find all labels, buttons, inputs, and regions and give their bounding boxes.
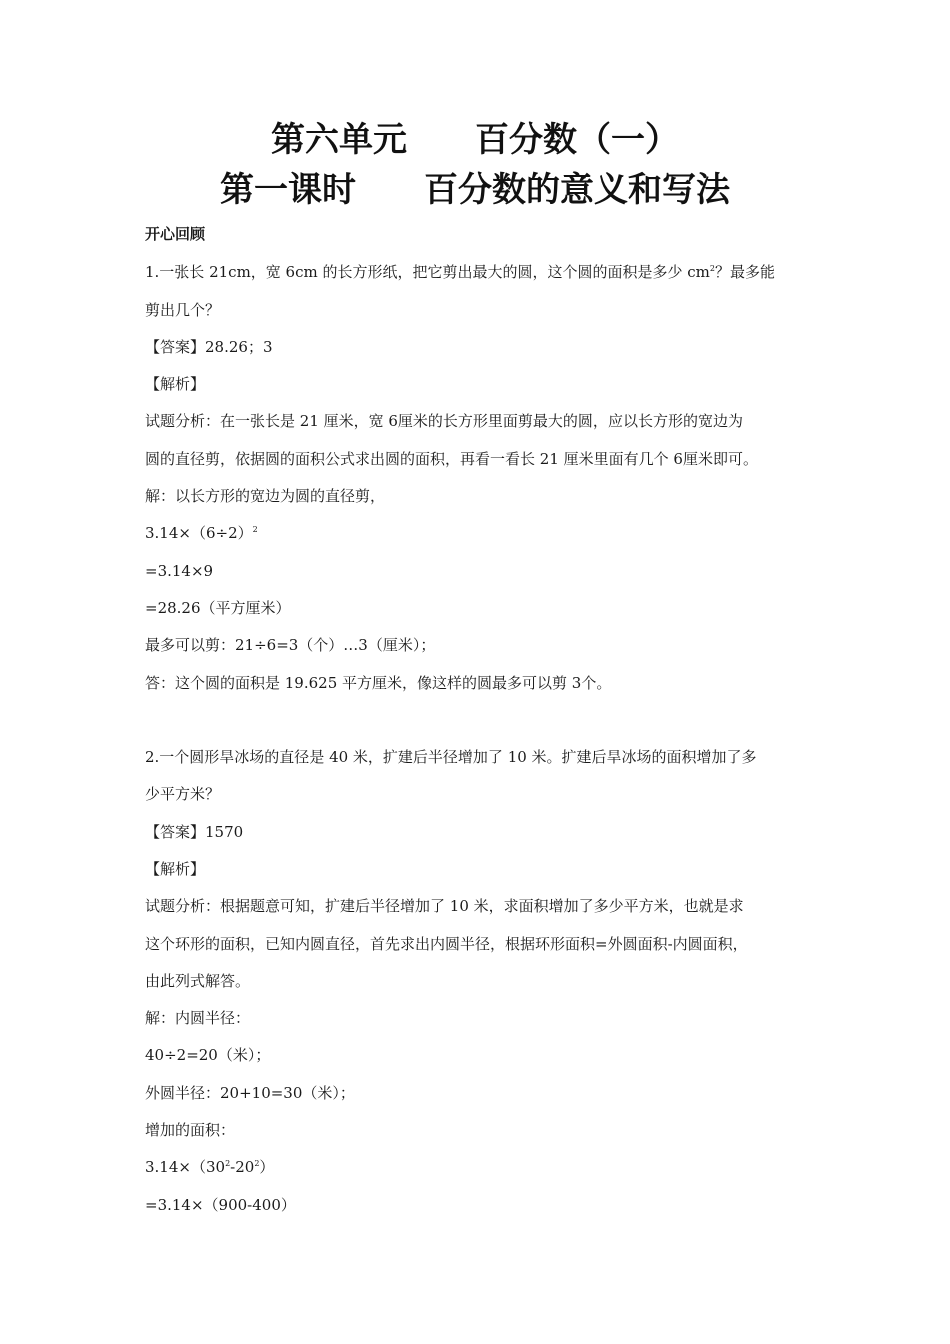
- q2-step3: 外圆半径：20+10=30（米）；: [145, 1084, 355, 1102]
- q2-calc2: =3.14×（900-400）: [145, 1196, 296, 1214]
- q2-text-line2: 少平方米？: [145, 785, 221, 803]
- q1-answer: 【答案】28.26；3: [145, 338, 273, 356]
- q1-calc2: =3.14×9: [145, 562, 214, 580]
- q2-analysis-line1: 试题分析：根据题意可知，扩建后半径增加了 10 米，求面积增加了多少平方米，也就是求: [145, 897, 744, 915]
- q1-solution: 解：以长方形的宽边为圆的直径剪，: [145, 487, 386, 505]
- q1-calc1: $3.14\times(6\div 2)^2$: [145, 524, 258, 542]
- q1-text-line1: 1.一张长 21cm，宽 6cm 的长方形纸，把它剪出最大的圆，这个圆的面积是多少 $cm^2$？最多能: [145, 263, 776, 281]
- q1-analysis-label: 【解析】: [145, 375, 206, 393]
- lesson-title: 第一课时 百分数的意义和写法: [220, 170, 730, 210]
- q2-answer: 【答案】1570: [145, 823, 244, 841]
- q2-text-line1: 2.一个圆形旱冰场的直径是 40 米，扩建后半径增加了 10 米。扩建后旱冰场的面积增加了多: [145, 748, 757, 766]
- q2-analysis-line2: 这个环形的面积，已知内圆直径，首先求出内圆半径，根据环形面积=外圆面积-内圆面积，: [145, 935, 748, 953]
- q1-calc3: =28.26（平方厘米）: [145, 599, 291, 617]
- q2-analysis-line3: 由此列式解答。: [145, 972, 251, 990]
- q2-analysis-label: 【解析】: [145, 860, 206, 878]
- q1-calc4: 最多可以剪：21÷6=3（个）…3（厘米）；: [145, 636, 436, 654]
- q2-step2: 40÷2=20（米）；: [145, 1046, 271, 1064]
- section-heading: 开心回顾: [145, 225, 206, 243]
- q2-step4: 增加的面积：: [145, 1121, 236, 1139]
- unit-title: 第六单元 百分数（一）: [271, 120, 679, 160]
- q1-analysis-line2: 圆的直径剪，依据圆的面积公式求出圆的面积，再看一看长 21 厘米里面有几个 6厘米即可。: [145, 450, 758, 468]
- q2-step1: 解：内圆半径：: [145, 1009, 251, 1027]
- q2-calc1: $3.14\times(30^2-20^2)$: [145, 1158, 275, 1176]
- q1-analysis-line1: 试题分析：在一张长是 21 厘米，宽 6厘米的长方形里面剪最大的圆，应以长方形的宽边为: [145, 412, 743, 430]
- q1-final-answer: 答：这个圆的面积是 19.625 平方厘米，像这样的圆最多可以剪 3个。: [145, 674, 612, 692]
- q1-text-line2: 剪出几个？: [145, 301, 221, 319]
